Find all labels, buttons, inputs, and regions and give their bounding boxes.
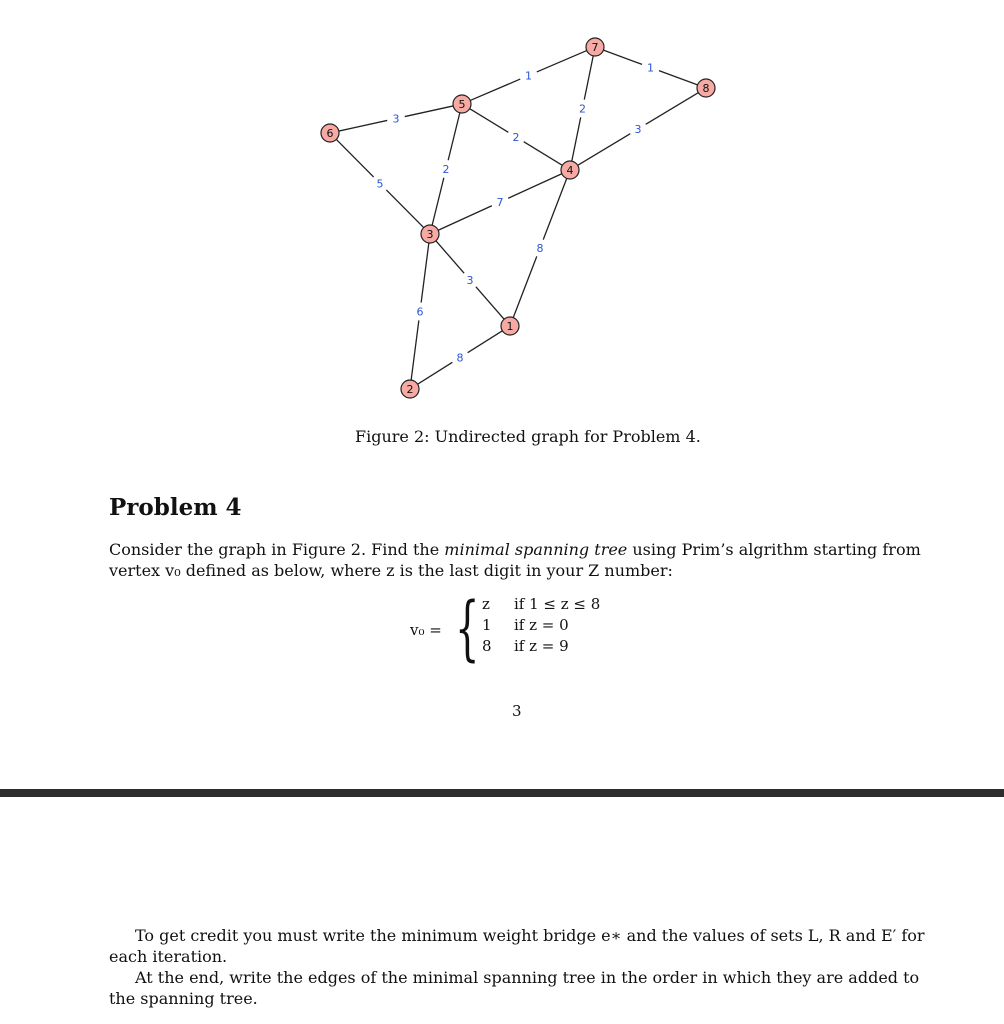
- edge-6-5: [405, 106, 453, 117]
- equation-lhs: v₀ =: [410, 621, 442, 639]
- vertex-label: 7: [591, 41, 599, 54]
- vertex-1: [501, 317, 519, 335]
- edge-3-1: [476, 287, 504, 319]
- edge-weight-label: 3: [392, 112, 400, 126]
- page-divider: [0, 789, 1004, 797]
- figure-caption: Figure 2: Undirected graph for Problem 4.: [355, 427, 701, 446]
- vertex-6: [321, 124, 339, 142]
- edge-3-1: [436, 241, 464, 273]
- edge-3-2: [411, 320, 419, 380]
- edge-weight-label: 2: [442, 163, 450, 176]
- edge-5-3: [432, 178, 444, 226]
- vertex-3: [421, 225, 439, 243]
- graph-edges: [336, 50, 698, 384]
- edge-weight-label: 3: [634, 123, 642, 136]
- edge-7-8: [659, 71, 698, 85]
- edge-5-4: [524, 142, 563, 166]
- vertex-7: [586, 38, 604, 56]
- edge-6-3: [336, 139, 373, 177]
- edge-5-7: [470, 79, 520, 100]
- problem-heading: Problem 4: [109, 494, 242, 521]
- edge-7-4: [572, 117, 581, 161]
- problem-text-part1: Consider the graph in Figure 2. Find the: [109, 540, 445, 559]
- edge-weight-label: 1: [525, 69, 532, 83]
- edge-3-4: [438, 206, 492, 231]
- vertex-8: [697, 79, 715, 97]
- graph-figure: [0, 0, 1004, 420]
- equation-brace: {: [455, 587, 480, 669]
- edge-weight-label: 2: [579, 102, 586, 116]
- edge-weight-label: 2: [512, 131, 520, 144]
- case-value: 8: [482, 637, 492, 655]
- equation-case: [482, 616, 569, 634]
- equation-case: [482, 595, 600, 613]
- edge-5-7: [537, 51, 587, 72]
- edge-2-1: [468, 331, 503, 353]
- vertex-label: 8: [702, 82, 710, 95]
- equation-case: [482, 637, 569, 655]
- instructions: [109, 925, 939, 1009]
- edge-6-3: [386, 190, 423, 228]
- edge-6-5: [339, 120, 387, 131]
- edge-weight-label: 3: [466, 274, 474, 287]
- edge-weight-label: 8: [456, 351, 464, 365]
- edge-4-1: [543, 178, 567, 239]
- vertex-5: [453, 95, 471, 113]
- vertex-label: 4: [566, 164, 574, 177]
- problem-text-emphasis: minimal spanning tree: [444, 540, 628, 559]
- edge-5-3: [448, 113, 460, 161]
- edge-3-2: [421, 243, 429, 303]
- case-condition: if z = 0: [514, 616, 569, 634]
- vertex-label: 2: [406, 383, 414, 396]
- vertex-label: 1: [506, 320, 514, 333]
- page-number: 3: [512, 702, 522, 720]
- vertex-label: 3: [426, 228, 434, 241]
- case-condition: if 1 ≤ z ≤ 8: [514, 595, 601, 613]
- edge-weight-label: 6: [416, 305, 424, 319]
- edge-5-4: [470, 109, 509, 133]
- edge-4-8: [578, 134, 631, 166]
- edge-7-4: [584, 56, 593, 100]
- vertex-4: [561, 161, 579, 179]
- edge-weight-label: 1: [647, 61, 654, 75]
- instructions-para-1: To get credit you must write the minimum weight bridge e∗ and the values of sets L, R and E′ for each iteration.: [109, 926, 925, 966]
- vertex-label: 5: [458, 98, 466, 111]
- case-condition: if z = 9: [514, 637, 569, 655]
- vertex-2: [401, 380, 419, 398]
- case-value: 1: [482, 616, 492, 634]
- edge-4-1: [513, 256, 537, 317]
- vertex-label: 6: [326, 127, 334, 140]
- problem-text-part2: using Prim’s algrithm starting from vertex v₀ defined as below, where z is the last digit in your Z number:: [109, 540, 921, 580]
- case-value: z: [482, 595, 490, 613]
- edge-3-4: [508, 174, 562, 199]
- edge-weight-label: 8: [536, 242, 544, 255]
- edge-weight-label: 7: [496, 196, 504, 209]
- problem-statement: [109, 539, 939, 581]
- instructions-para-2: At the end, write the edges of the minimal spanning tree in the order in which they are added to the spanning tree.: [109, 968, 920, 1008]
- edge-2-1: [418, 362, 453, 384]
- edge-4-8: [646, 93, 699, 125]
- edge-7-8: [603, 50, 642, 64]
- graph-nodes: [321, 38, 715, 398]
- edge-weight-label: 5: [376, 177, 384, 191]
